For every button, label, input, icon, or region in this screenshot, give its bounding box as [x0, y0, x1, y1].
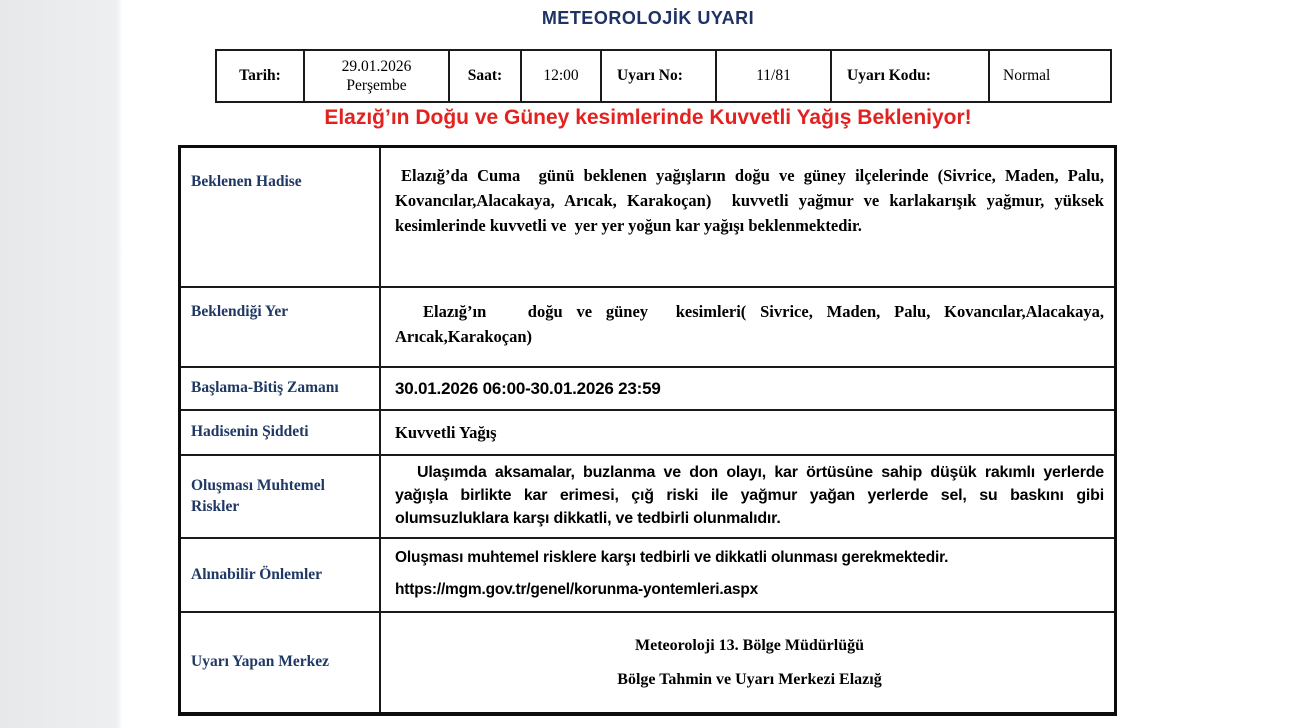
saat-value-cell: [522, 51, 602, 101]
table-row-beklenen-hadise: [181, 148, 1114, 288]
onlemler-text: Oluşması muhtemel risklere karşı tedbirli ve dikkatli olunması gerekmektedir.: [395, 549, 949, 566]
row-label-beklendigi-yer: Beklendiği Yer: [181, 288, 381, 366]
row-label-baslama-bitis: Başlama-Bitiş Zamanı: [181, 368, 381, 409]
row-content-uyari-yapan-merkez: [381, 613, 1114, 712]
row-content-baslama-bitis: 30.01.2026 06:00-30.01.2026 23:59: [395, 378, 661, 398]
saat-value: 12:00: [543, 67, 579, 84]
row-content-alinabilir-onlemler: [381, 539, 1114, 611]
uyari-kodu-value: Normal: [1003, 67, 1051, 84]
issuing-center-line1: Meteoroloji 13. Bölge Müdürlüğü: [634, 636, 865, 654]
table-row-alinabilir-onlemler: [181, 539, 1114, 613]
uyari-no-value: 11/81: [756, 67, 791, 84]
table-row-hadisenin-siddeti: [181, 411, 1114, 456]
uyari-kodu-label: Uyarı Kodu:: [847, 67, 931, 84]
warning-headline: Elazığ’ın Doğu ve Güney kesimlerinde Kuvvetli Yağış Bekleniyor!: [324, 106, 972, 129]
warning-detail-table: [178, 145, 1117, 716]
row-label-uyari-yapan-merkez: Uyarı Yapan Merkez: [181, 613, 381, 712]
row-content-beklendigi-yer: Elazığ’ın doğu ve güney kesimleri( Sivrice, Maden, Palu, Kovancılar,Alacakaya, Arıcak,Karakoçan): [395, 302, 1108, 346]
issuing-center-line2: Bölge Tahmin ve Uyarı Merkezi Elazığ: [617, 670, 882, 688]
table-row-baslama-bitis: [181, 368, 1114, 411]
uyari-no-label: Uyarı No:: [617, 67, 683, 84]
document-title: METEOROLOJİK UYARI: [541, 8, 755, 28]
saat-label: Saat:: [467, 67, 503, 84]
table-row-muhtemel-riskler: [181, 456, 1114, 539]
table-row-uyari-yapan-merkez: [181, 613, 1114, 712]
header-info-table: [215, 49, 1112, 103]
saat-label-cell: [450, 51, 522, 101]
onlemler-url: https://mgm.gov.tr/genel/korunma-yontemleri.aspx: [395, 581, 759, 598]
uyari-kodu-label-cell: [832, 51, 990, 101]
row-label-muhtemel-riskler: Oluşması Muhtemel Riskler: [181, 456, 381, 537]
tarih-value-day: Perşembe: [346, 77, 407, 94]
tarih-value-cell: [305, 51, 450, 101]
table-row-beklendigi-yer: [181, 288, 1114, 368]
uyari-no-label-cell: [602, 51, 717, 101]
tarih-value-date: 29.01.2026: [341, 57, 412, 75]
tarih-label: Tarih:: [239, 67, 281, 84]
uyari-kodu-value-cell: [990, 51, 1110, 101]
warning-document: [122, 0, 1174, 728]
row-label-alinabilir-onlemler: Alınabilir Önlemler: [181, 539, 381, 611]
row-content-beklenen-hadise: Elazığ’da Cuma günü beklenen yağışların doğu ve güney ilçelerinde (Sivrice, Maden, Palu, Kovancılar,Alacakaya, Arıcak, Karakoçan) kuvvetli yağmur ve karlakarışık yağmur, yüksek kesimlerinde kuvvetli ve yer yer yoğun kar yağışı beklenmektedir.: [395, 166, 1109, 235]
tarih-label-cell: [217, 51, 305, 101]
uyari-no-value-cell: [717, 51, 832, 101]
row-content-muhtemel-riskler: Ulaşımda aksamalar, buzlanma ve don olayı, kar örtüsüne sahip düşük rakımlı yerlerde yağışla birlikte kar erimesi, çığ riski ile yağmur yağan yerlerde sel, su baskını gibi olumsuzluklara karşı dikkatli, ve tedbirli olunmalıdır.: [395, 464, 1109, 528]
row-label-beklenen-hadise: Beklenen Hadise: [181, 148, 381, 286]
row-label-hadisenin-siddeti: Hadisenin Şiddeti: [181, 411, 381, 454]
row-content-hadisenin-siddeti: Kuvvetli Yağış: [395, 422, 497, 442]
